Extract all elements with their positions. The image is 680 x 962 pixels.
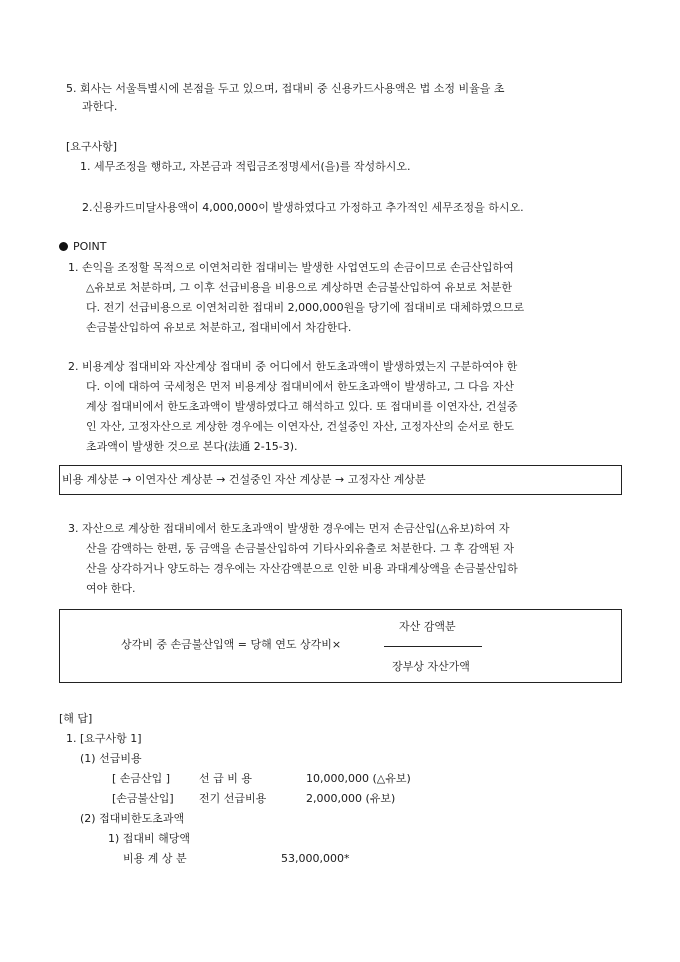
row-amount: 2,000,000 (유보) xyxy=(306,792,396,805)
point1-line: 손금불산입하여 유보로 처분하고, 접대비에서 차감한다. xyxy=(86,321,352,334)
point3-line: 3. 자산으로 계상한 접대비에서 한도초과액이 발생한 경우에는 먼저 손금산입(△유보)하여 자 xyxy=(68,522,510,535)
row-label: [ 손금산입 ] xyxy=(112,772,171,785)
item5-line1: 5. 회사는 서울특별시에 본점을 두고 있으며, 접대비 중 신용카드사용액은 법 소정 비율을 초 xyxy=(66,82,505,95)
point-heading-label: POINT xyxy=(73,240,107,253)
requirements-heading: [요구사항] xyxy=(66,140,118,153)
formula-left: 상각비 중 손금불산입액 = 당해 연도 상각비× xyxy=(121,638,342,651)
point-heading xyxy=(59,240,106,254)
formula-denominator: 장부상 자산가액 xyxy=(392,660,470,673)
solution-sub1-title: 1) 접대비 해당액 xyxy=(108,832,191,845)
point2-line: 다. 이에 대하여 국세청은 먼저 비용계상 접대비에서 한도초과액이 발생하고, 그 다음 자산 xyxy=(86,380,514,393)
point3-line: 산을 상각하거나 양도하는 경우에는 자산감액분으로 인한 비용 과대계상액을 손금불산입하 xyxy=(86,562,518,575)
solution-req1-title: 1. [요구사항 1] xyxy=(66,732,142,745)
point2-line: 인 자산, 고정자산으로 계상한 경우에는 이연자산, 건설중인 자산, 고정자산의 순서로 한도 xyxy=(86,420,514,433)
solution-sec2-title: (2) 접대비한도초과액 xyxy=(80,812,185,825)
fraction-bar xyxy=(384,646,482,647)
expense-item: 비용 계 상 분 xyxy=(123,852,187,865)
order-box-text: 비용 계상분 → 이연자산 계상분 → 건설중인 자산 계상분 → 고정자산 계상분 xyxy=(62,473,426,486)
point2-line: 초과액이 발생한 것으로 본다(法通 2-15-3). xyxy=(86,440,298,453)
point2-line: 2. 비용계상 접대비와 자산계상 접대비 중 어디에서 한도초과액이 발생하였는지 구분하여야 한 xyxy=(68,360,518,373)
formula-numerator: 자산 감액분 xyxy=(399,620,456,633)
solution-sec1-title: (1) 선급비용 xyxy=(80,752,142,765)
item5-line2: 과한다. xyxy=(82,100,118,113)
expense-amount: 53,000,000* xyxy=(281,852,350,865)
requirement-2: 2.신용카드미달사용액이 4,000,000이 발생하였다고 가정하고 추가적인 세무조정을 하시오. xyxy=(82,201,524,214)
row-label: [손금불산입] xyxy=(112,792,174,805)
row-item: 전기 선급비용 xyxy=(199,792,267,805)
row-amount: 10,000,000 (△유보) xyxy=(306,772,411,785)
point3-line: 산을 감액하는 한편, 동 금액을 손금불산입하여 기타사외유출로 처분한다. 그 후 감액된 자 xyxy=(86,542,514,555)
point1-line: 1. 손익을 조정할 목적으로 이연처리한 접대비는 발생한 사업연도의 손금이므로 손금산입하여 xyxy=(68,261,514,274)
point3-line: 여야 한다. xyxy=(86,582,136,595)
solution-heading: [해 답] xyxy=(59,712,93,725)
point2-line: 계상 접대비에서 한도초과액이 발생하였다고 해석하고 있다. 또 접대비를 이연자산, 건설중 xyxy=(86,400,518,413)
requirement-1: 1. 세무조정을 행하고, 자본금과 적립금조정명세서(을)를 작성하시오. xyxy=(80,160,411,173)
point1-line: 다. 전기 선급비용으로 이연처리한 접대비 2,000,000원을 당기에 접대비로 대체하였으므로 xyxy=(86,301,525,314)
point1-line: △유보로 처분하며, 그 이후 선급비용을 비용으로 계상하면 손금불산입하여 유보로 처분한 xyxy=(86,281,512,294)
row-item: 선 급 비 용 xyxy=(199,772,252,785)
bullet-icon xyxy=(59,242,68,251)
